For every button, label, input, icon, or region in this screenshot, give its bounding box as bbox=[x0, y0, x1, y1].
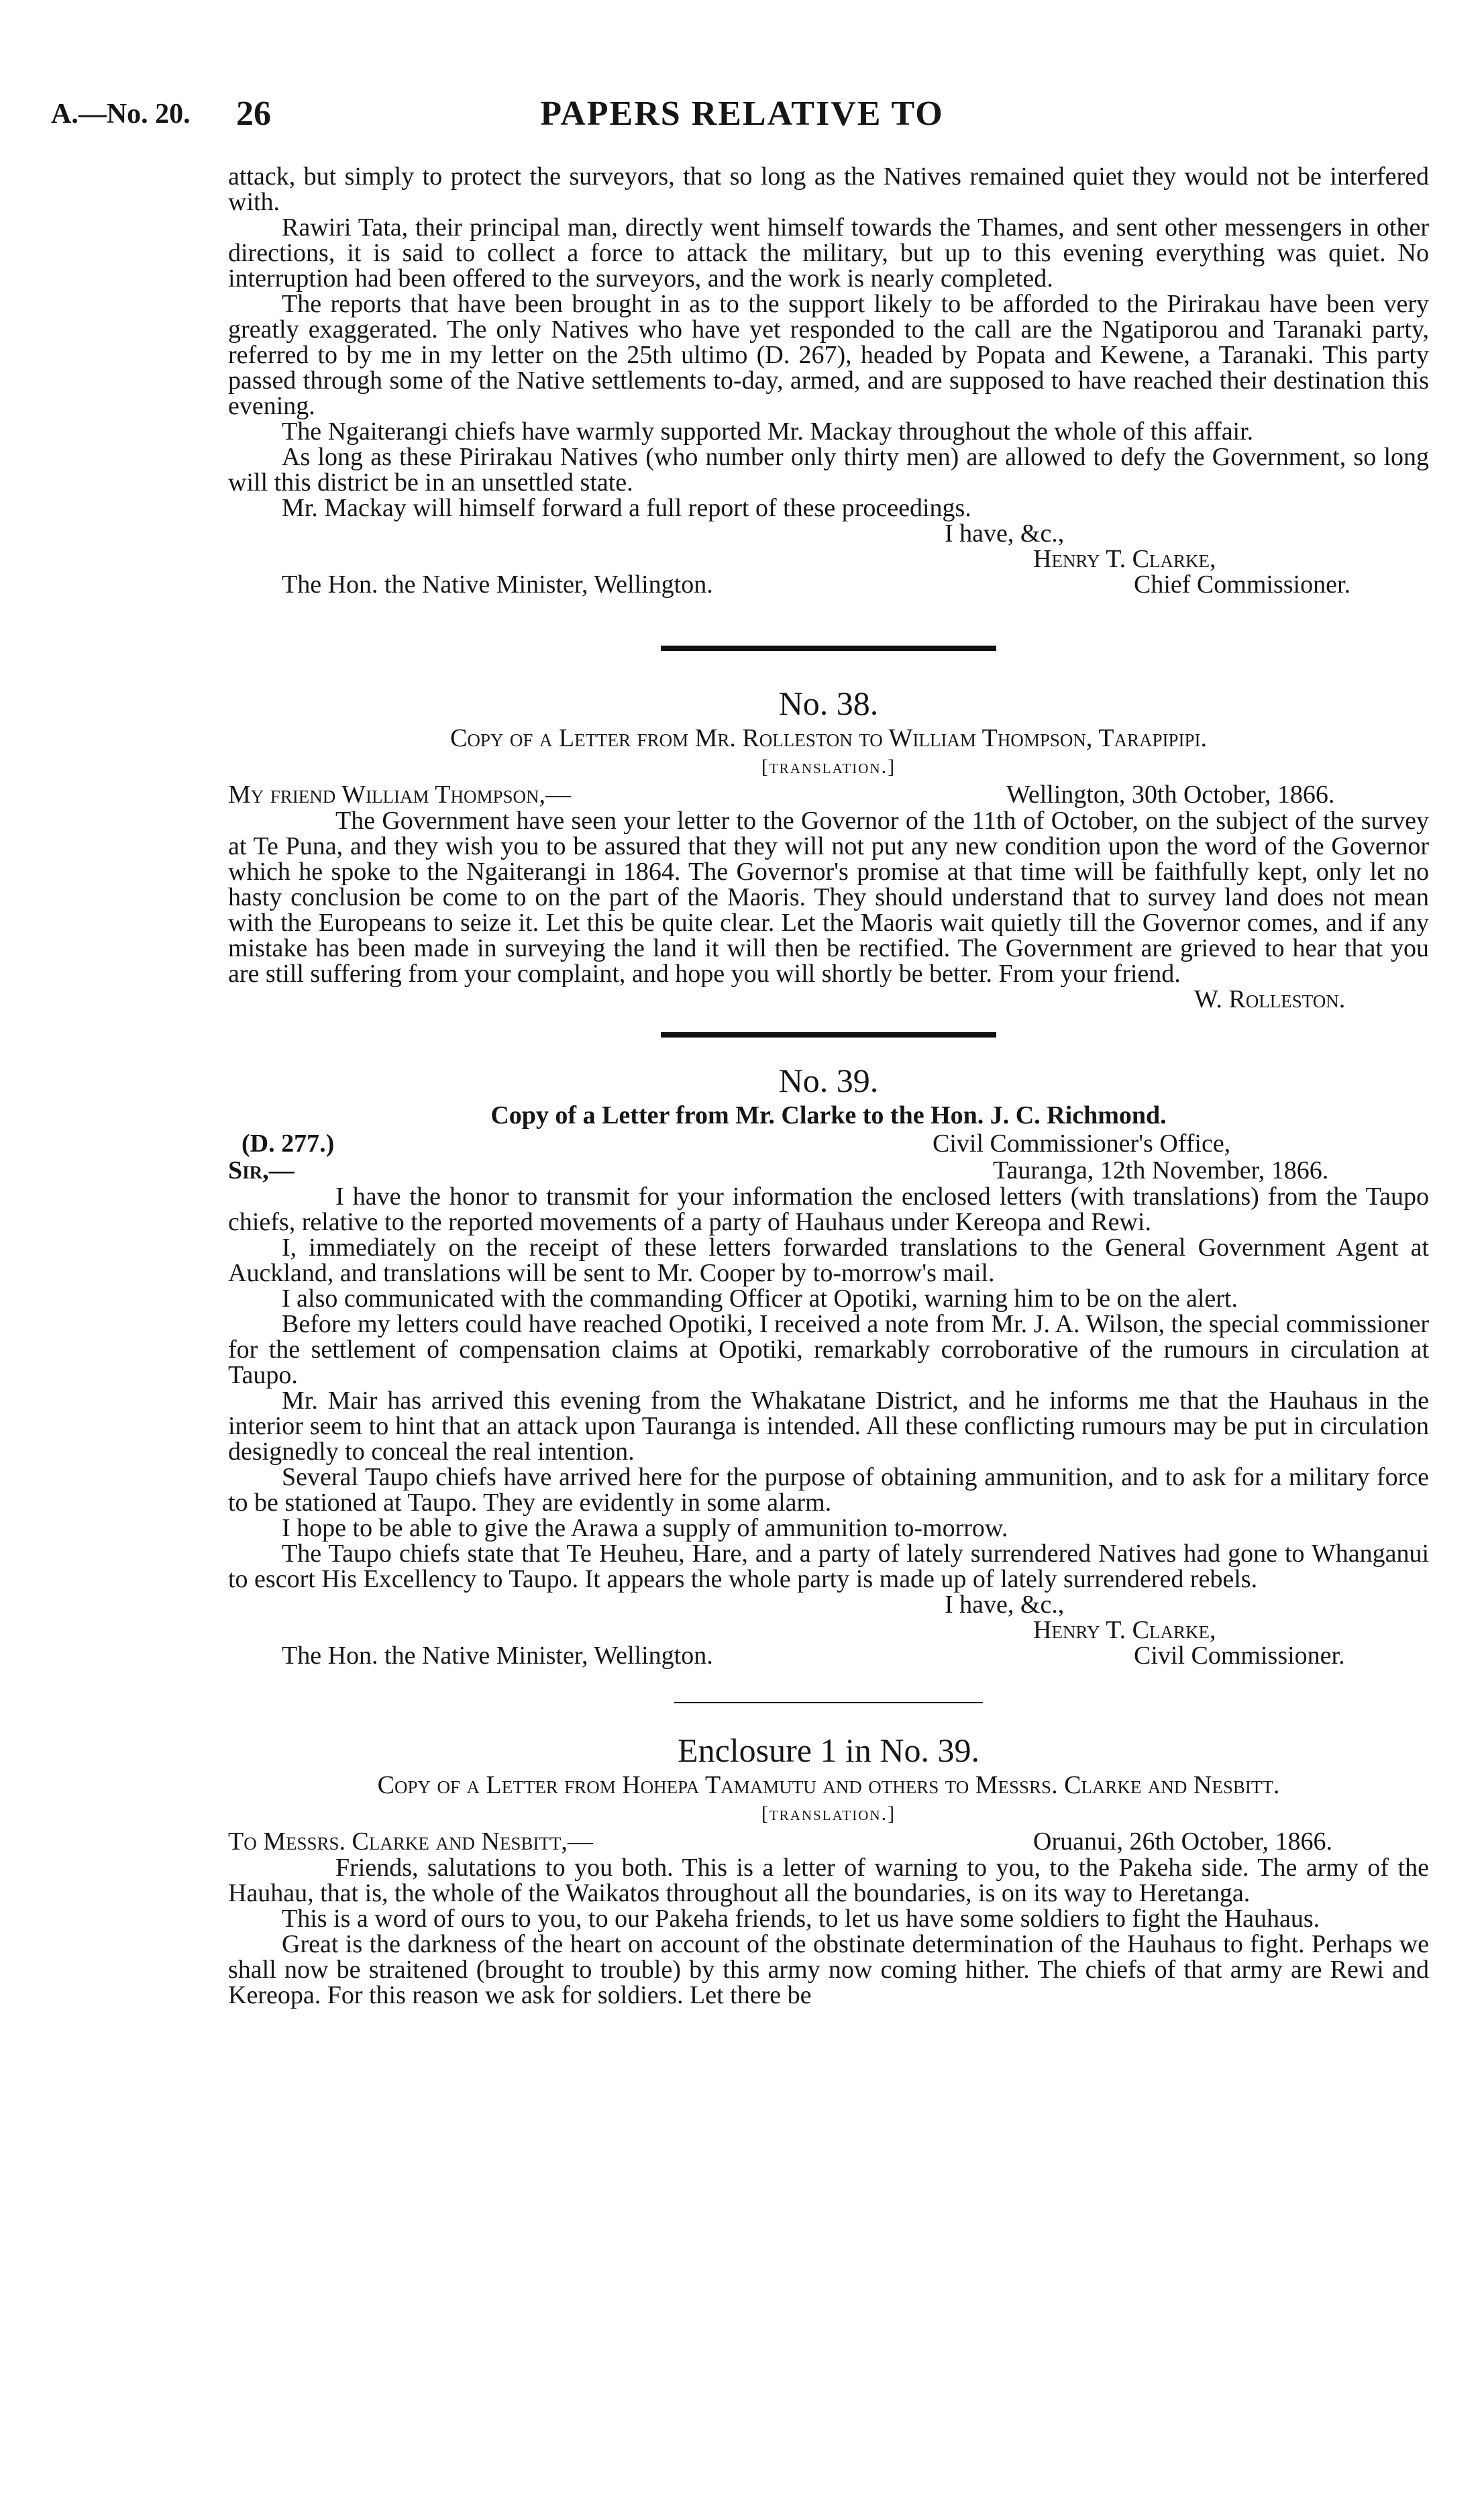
paragraph: This is a word of ours to you, to our Pakeha friends, to let us have some soldiers to fight the Hauhaus. bbox=[282, 1905, 1320, 1933]
signature: W. Rolleston. bbox=[1194, 985, 1346, 1013]
letter-subtitle: Copy of a Letter from Mr. Rolleston to William Thompson, Tarapipipi. bbox=[449, 724, 1207, 752]
paragraph: Great is the darkness of the heart on account of the obstinate determination of the Hauhaus to fight. Perhaps we shall now be straitened (brought to trouble) by this army now coming hither. The chiefs of that army are Rewi and Kereopa. For this reason we ask for soldiers. Let there be bbox=[228, 1930, 1429, 2009]
letter-number: No. 38. bbox=[778, 685, 879, 722]
salutation-row bbox=[228, 1828, 1429, 1855]
closing: I have, &c., bbox=[945, 519, 1065, 548]
translation-label: [translation.] bbox=[761, 1803, 896, 1825]
signature: Henry T. Clarke, bbox=[1033, 545, 1216, 573]
page-number: 26 bbox=[236, 95, 271, 133]
place-date: Wellington, 30th October, 1866. bbox=[1006, 780, 1335, 809]
closing: I have, &c., bbox=[945, 1591, 1065, 1619]
recipient-line bbox=[228, 572, 1429, 597]
position: Chief Commissioner. bbox=[1134, 570, 1350, 599]
paragraph: The Government have seen your letter to the Governor of the 11th of October, on the subject of the survey at Te Puna, and they wish you to be assured that they will not put any new condition upon the word of the Governor which he spoke to the Ngaiterangi in 1864. The Governor's promise at that time will be faithfully kept, only let no hasty conclusion be come to on the part of the Maoris. They should understand that to survey land does not mean with the Europeans to seize it. Let this be quite clear. Let the Maoris wait quietly till the Governor comes, and if any mistake has been made in surveying the land it will then be rectified. The Government are grieved to hear that you are still suffering from your complaint, and hope you will shortly be better. From your friend. bbox=[228, 807, 1429, 988]
running-title: PAPERS RELATIVE TO bbox=[540, 95, 944, 133]
page-content bbox=[228, 164, 1429, 2008]
signature-line bbox=[228, 1617, 1429, 1643]
paragraph: As long as these Pirirakau Natives (who number only thirty men) are allowed to defy the Government, so long will this district be in an unsettled state. bbox=[228, 443, 1429, 497]
translation-label: [translation.] bbox=[761, 756, 896, 778]
section-rule bbox=[661, 1032, 996, 1038]
paragraph: I also communicated with the commanding Officer at Opotiki, warning him to be on the alert. bbox=[282, 1285, 1238, 1313]
signature: Henry T. Clarke, bbox=[1033, 1616, 1216, 1644]
letter-subtitle: Copy of a Letter from Mr. Clarke to the Hon. J. C. Richmond. bbox=[490, 1101, 1167, 1129]
paragraph: Rawiri Tata, their principal man, directly went himself towards the Thames, and sent other messengers in other directions, it is said to collect a force to attack the military, but up to this evening everything was quiet. No interruption had been offered to the surveyors, and the work is nearly completed. bbox=[228, 213, 1429, 293]
signature-line bbox=[228, 987, 1429, 1012]
enclosure-subtitle: Copy of a Letter from Hohepa Tamamutu and others to Messrs. Clarke and Nesbitt. bbox=[377, 1771, 1280, 1799]
salutation-row bbox=[228, 781, 1429, 808]
paragraph: Before my letters could have reached Opotiki, I received a note from Mr. J. A. Wilson, the special commissioner for the settlement of compensation claims at Opotiki, remarkably corroborative of the rumours in circulation at Taupo. bbox=[228, 1310, 1429, 1389]
paragraph: Mr. Mackay will himself forward a full report of these proceedings. bbox=[282, 494, 971, 522]
paragraph: Mr. Mair has arrived this evening from the Whakatane District, and he informs me that the Hauhaus in the interior seem to hint that an attack upon Tauranga is intended. All these conflicting rumours may be put in circulation designedly to conceal the real intention. bbox=[228, 1387, 1429, 1466]
closing-line bbox=[228, 521, 1429, 546]
recipient: The Hon. the Native Minister, Wellington. bbox=[282, 570, 713, 599]
recipient-line bbox=[228, 1643, 1429, 1668]
salutation: Sir,— bbox=[228, 1156, 295, 1185]
position: Civil Commissioner. bbox=[1134, 1642, 1345, 1670]
paragraph: I have the honor to transmit for your information the enclosed letters (with translations) from the Taupo chiefs, relative to the reported movements of a party of Hauhaus under Kereopa and Rewi. bbox=[228, 1182, 1429, 1236]
paragraph: The Taupo chiefs state that Te Heuheu, Hare, and a party of lately surrendered Natives had gone to Whanganui to escort His Excellency to Taupo. It appears the whole party is made up of lately surrendered rebels. bbox=[228, 1540, 1429, 1593]
paragraph: I hope to be able to give the Arawa a supply of ammunition to-morrow. bbox=[282, 1514, 1008, 1542]
recipient: The Hon. the Native Minister, Wellington. bbox=[282, 1642, 713, 1670]
place-date: Tauranga, 12th November, 1866. bbox=[993, 1156, 1329, 1185]
paper-reference: A.—No. 20. bbox=[51, 99, 191, 130]
salutation-row bbox=[228, 1157, 1429, 1184]
place-date: Oruanui, 26th October, 1866. bbox=[1033, 1827, 1332, 1856]
page-header bbox=[0, 94, 1484, 141]
paragraph: Friends, salutations to you both. This is a letter of warning to you, to the Pakeha side. The army of the Hauhau, that is, the whole of the Waikatos throughout all the boundaries, is on its way to Heretanga. bbox=[228, 1854, 1429, 1907]
salutation: To Messrs. Clarke and Nesbitt,— bbox=[228, 1827, 593, 1856]
section-rule bbox=[661, 646, 996, 651]
salutation: My friend William Thompson,— bbox=[228, 780, 572, 809]
reference-row bbox=[228, 1130, 1429, 1157]
reference: (D. 277.) bbox=[242, 1129, 335, 1158]
paragraph: I, immediately on the receipt of these letters forwarded translations to the General Government Agent at Auckland, and translations will be sent to Mr. Cooper by to-morrow's mail. bbox=[228, 1233, 1429, 1287]
enclosure-title: Enclosure 1 in No. 39. bbox=[678, 1731, 979, 1769]
paragraph: The reports that have been brought in as to the support likely to be afforded to the Pirirakau have been very greatly exaggerated. The only Natives who have yet responded to the call are the Ngatiporou and Taranaki party, referred to by me in my letter on the 25th ultimo (D. 267), headed by Popata and Kewene, a Taranaki. This party passed through some of the Native settlements to-day, armed, and are supposed to have reached their destination this evening. bbox=[228, 290, 1429, 420]
closing-line bbox=[228, 1592, 1429, 1617]
paragraph: Several Taupo chiefs have arrived here for the purpose of obtaining ammunition, and to ask for a military force to be stationed at Taupo. They are evidently in some alarm. bbox=[228, 1463, 1429, 1517]
office: Civil Commissioner's Office, bbox=[933, 1129, 1231, 1158]
paragraph: attack, but simply to protect the surveyors, that so long as the Natives remained quiet they would not be interfered with. bbox=[228, 162, 1429, 216]
signature-line bbox=[228, 546, 1429, 572]
letter-number: No. 39. bbox=[778, 1062, 879, 1099]
paragraph: The Ngaiterangi chiefs have warmly supported Mr. Mackay throughout the whole of this affair. bbox=[282, 417, 1254, 446]
